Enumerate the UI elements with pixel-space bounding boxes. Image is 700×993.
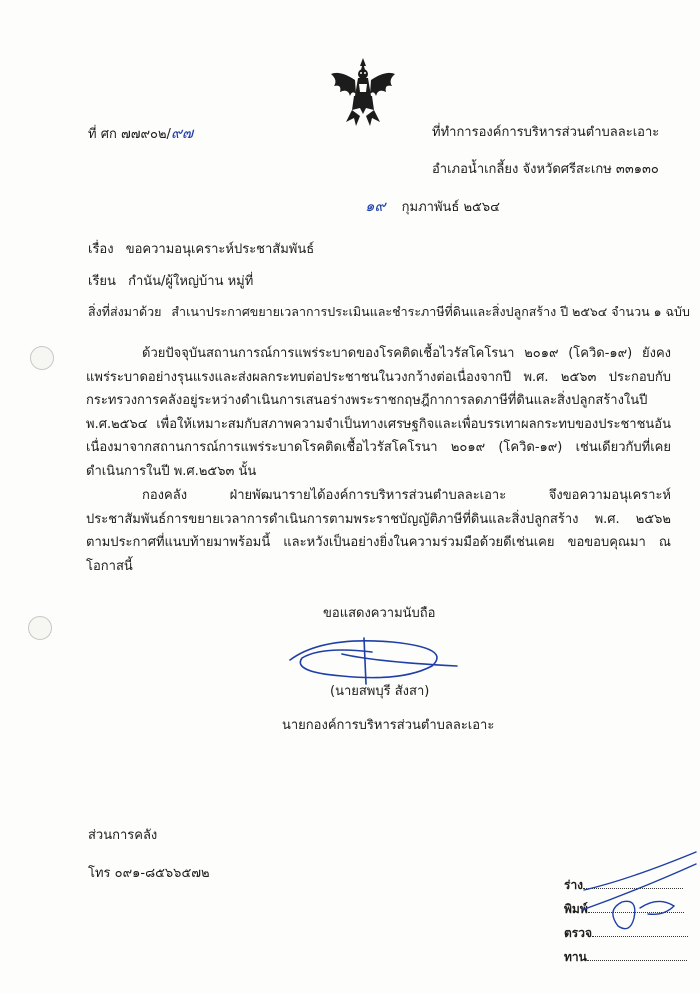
subject-line bbox=[88, 238, 314, 259]
reference-number-value: ๗๗๙๐๒/ bbox=[120, 127, 171, 142]
body-paragraph-1 bbox=[86, 342, 671, 483]
recipient-text: กำนัน/ผู้ใหญ่บ้าน หมู่ที่ bbox=[128, 274, 254, 289]
body-paragraph-2-text: กองคลัง ฝ่ายพัฒนารายได้องค์การบริหารส่วนตำบลละเอาะ จึงขอความอนุเคราะห์ประชาสัมพันธ์การขยายเวลาการดำเนินการตามพระราชบัญญัติภาษีที่ดินและสิ่งปลูกสร้าง พ.ศ. ๒๕๖๒ ตามประกาศที่แนบท้ายมาพร้อมนี้ และหวังเป็นอย่างยิ่งในความร่วมมือด้วยดีเช่นเคย ขอขอบคุณมา ณ โอกาสนี้ bbox=[86, 488, 671, 574]
closing-salutation: ขอแสดงความนับถือ bbox=[323, 606, 436, 621]
enclosure-line bbox=[88, 302, 690, 322]
approval-print-label: พิมพ์ bbox=[564, 902, 588, 916]
footer-phone: โทร ๐๙๑-๘๕๖๖๕๗๒ bbox=[88, 866, 210, 881]
punch-hole-top bbox=[30, 346, 54, 370]
reference-prefix: ที่ ศก bbox=[88, 127, 117, 142]
garuda-emblem-icon bbox=[328, 56, 398, 128]
office-name: ที่ทำการองค์การบริหารส่วนตำบลละเอาะ bbox=[432, 125, 660, 140]
footer-department: ส่วนการคลัง bbox=[88, 828, 158, 843]
enclosure-text: สำเนาประกาศขยายเวลาการประเมินและชำระภาษีที่ดินและสิ่งปลูกสร้าง ปี ๒๕๖๔ จำนวน ๑ ฉบับ bbox=[171, 304, 690, 319]
recipient-line bbox=[88, 270, 253, 291]
body-paragraph-1-text: ด้วยปัจจุบันสถานการณ์การแพร่ระบาดของโรคติดเชื้อไวรัสโคโรนา ๒๐๑๙ (โควิด-๑๙) ยังคงแพร่ระบาดอย่างรุนแรงและส่งผลกระทบต่อประชาชนในวงกว้างต่อเนื่องจากปี พ.ศ. ๒๕๖๓ ประกอบกับกระทรวงการคลังอยู่ระหว่างดำเนินการเสนอร่างพระราชกฤษฎีกาการลดภาษีที่ดินและสิ่งปลูกสร้างในปี พ.ศ.๒๕๖๔ เพื่อให้เหมาะสมกับสภาพความจำเป็นทางเศรษฐกิจและเพื่อบรรเทาผลกระทบของประชาชนอันเนื่องมาจากสถานการณ์การแพร่ระบาดโรคติดเชื้อไวรัสโคโรนา ๒๐๑๙ (โควิด-๑๙) เช่นเดียวกับที่เคยดำเนินการในปี พ.ศ.๒๕๖๓ นั้น bbox=[86, 346, 671, 479]
punch-hole-bottom bbox=[28, 616, 52, 640]
signer-title: นายกองค์การบริหารส่วนตำบลละเอาะ bbox=[282, 718, 495, 733]
approval-review-row bbox=[564, 948, 687, 967]
reference-number bbox=[88, 121, 193, 145]
approval-check-label: ตรวจ bbox=[564, 926, 593, 940]
initials-signature-image bbox=[578, 850, 698, 940]
office-address: อำเภอน้ำเกลี้ยง จังหวัดศรีสะเกษ ๓๓๑๓๐ bbox=[432, 162, 659, 177]
letter-date bbox=[365, 194, 500, 218]
approval-review-label: ทาน bbox=[564, 950, 587, 964]
subject-label: เรื่อง bbox=[88, 242, 114, 257]
reference-handwritten-suffix: ๙๗ bbox=[170, 124, 194, 142]
subject-text: ขอความอนุเคราะห์ประชาสัมพันธ์ bbox=[125, 242, 315, 257]
enclosure-label: สิ่งที่ส่งมาด้วย bbox=[88, 304, 162, 319]
signer-name: (นายสพบุรี สังสา) bbox=[330, 684, 430, 699]
recipient-label: เรียน bbox=[88, 274, 116, 289]
approval-draft-label: ร่าง bbox=[564, 878, 584, 892]
date-month-year: กุมภาพันธ์ ๒๕๖๔ bbox=[401, 200, 500, 215]
date-day-handwritten: ๑๙ bbox=[365, 197, 386, 215]
body-paragraph-2 bbox=[86, 484, 671, 578]
